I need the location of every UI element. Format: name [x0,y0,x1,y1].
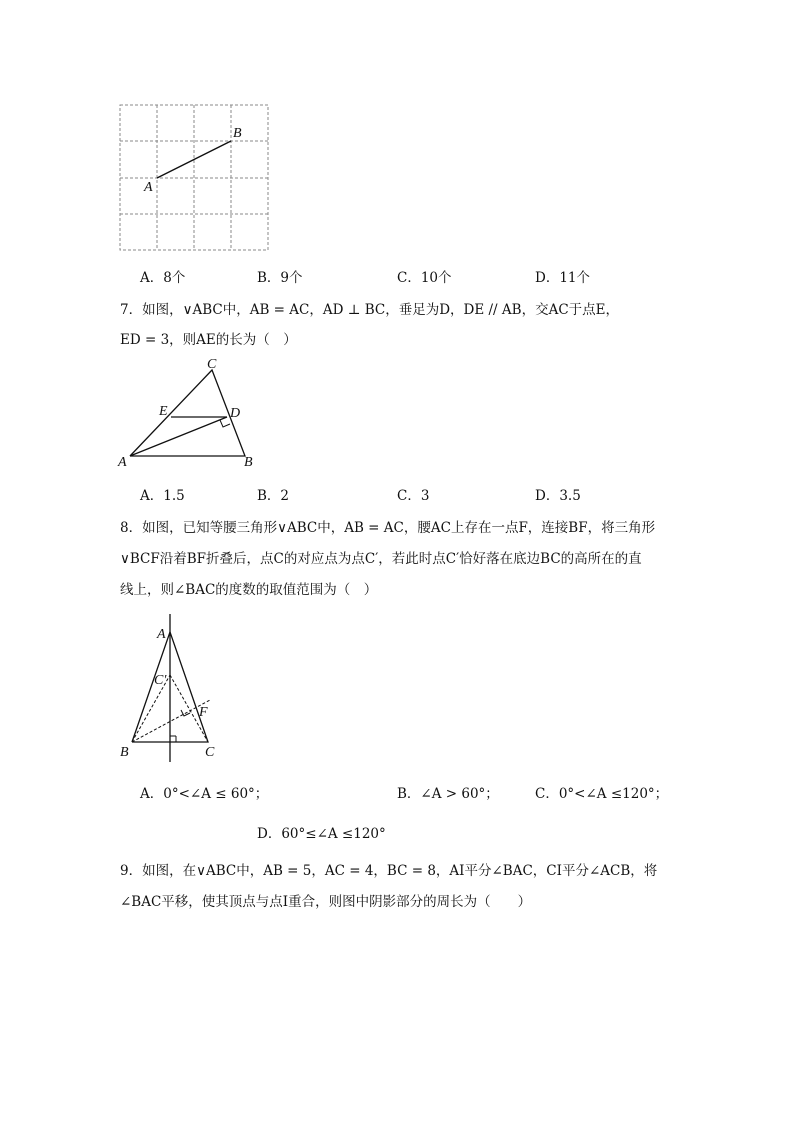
q9-stem-line2: ∠BAC平移，使其顶点与点I重合，则图中阴影部分的周长为（ ） [120,894,532,910]
q7-stem-line1: 7．如图，∨ABC中，AB = AC，AD ⊥ BC，垂足为D，DE // AB，交AC于点E， [120,302,619,318]
point-b-label: B [120,745,129,760]
q8-stem-line2: ∨BCF沿着BF折叠后，点C的对应点为点C′，若此时点C′恰好落在底边BC的高所在的直 [120,551,642,567]
q7-triangle-figure [112,358,272,473]
point-b-label: B [233,126,242,141]
q6-option-a[interactable]: A．8个 [140,270,186,286]
q8-stem-line1: 8．如图，已知等腰三角形∨ABC中，AB = AC，腰AC上存在一点F，连接BF，将三角形 [120,520,656,536]
q8-option-c[interactable]: C．0°<∠A ≤120°； [535,786,669,802]
q7-option-c[interactable]: C．3 [397,488,430,504]
q7-option-d[interactable]: D．3.5 [535,488,581,504]
q8-fold-figure [112,612,232,764]
q6-option-b[interactable]: B．9个 [257,270,303,286]
point-a-label: A [118,455,127,470]
point-e-label: E [159,404,168,419]
q7-stem-line2: ED = 3，则AE的长为（ ） [120,332,297,348]
point-c-label: C [207,358,217,372]
q6-option-d[interactable]: D．11个 [535,270,591,286]
q9-stem-line1: 9．如图，在∨ABC中，AB = 5，AC = 4，BC = 8，AI平分∠BAC，CI平分∠ACB，将 [120,863,658,879]
point-a-label: A [157,627,166,642]
point-b-label: B [244,455,253,470]
q8-option-b[interactable]: B．∠A > 60°； [397,786,499,802]
q6-option-c[interactable]: C．10个 [397,270,452,286]
point-c-prime-label: C′ [154,673,167,688]
q8-stem-line3: 线上，则∠BAC的度数的取值范围为（ ） [120,582,378,598]
q8-option-a[interactable]: A．0°<∠A ≤ 60°； [140,786,269,802]
q7-option-b[interactable]: B．2 [257,488,290,504]
grid-figure [110,95,280,260]
point-a-label: A [144,180,153,195]
q8-option-d[interactable]: D．60°≤∠A ≤120° [257,826,386,842]
point-c-label: C [205,745,215,760]
point-f-label: F [199,705,208,720]
q7-option-a[interactable]: A．1.5 [140,488,185,504]
point-d-label: D [230,406,241,421]
